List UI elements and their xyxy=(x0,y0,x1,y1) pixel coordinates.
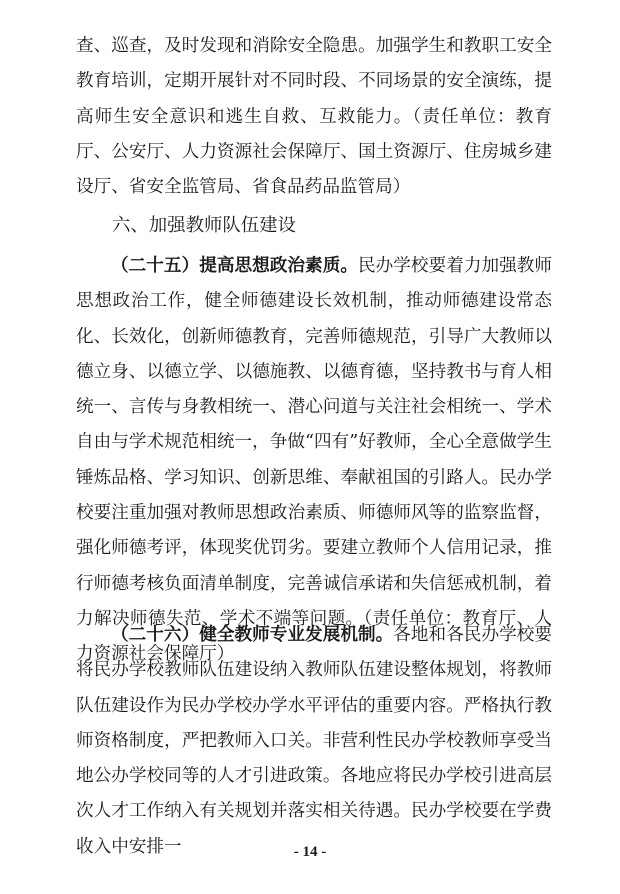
paragraph-item-25 xyxy=(76,248,552,673)
item-25-title: （二十五）提高思想政治素质。 xyxy=(111,255,358,276)
item-26-title: （二十六）健全教师专业发展机制。 xyxy=(111,624,394,645)
item-26-body: 各地和各民办学校要将民办学校教师队伍建设纳入教师队伍建设整体规划，将教师队伍建设作为民办学校办学水平评估的重要内容。严格执行教师资格制度，严把教师入口关。非营利性民办学校教师享受当地公办学校同等的人才引进政策。各地应将民办学校引进高层次人才工作纳入有关规划并落实相关待遇。民办学校要在学费收入中安排一 xyxy=(76,625,552,857)
paragraph-item-26 xyxy=(76,617,552,865)
item-25-body: 民办学校要着力加强教师思想政治工作，健全师德建设长效机制，推动师德建设常态化、长效化，创新师德教育，完善师德规范，引导广大教师以德立身、以德立学、以德施教、以德育德，坚持教书与育人相统一、言传与身教相统一、潜心问道与关注社会相统一、学术自由与学术规范相统一，争做“四有”好教师，全心全意做学生锤炼品格、学习知识、创新思维、奉献祖国的引路人。民办学校要注重加强对教师思想政治素质、师德师风等的监察监督，强化师德考评，体现奖优罚劣。要建立教师个人信用记录，推行师德考核负面清单制度，完善诚信承诺和失信惩戒机制，着力解决师德失范、学术不端等问题。（责任单位：教育厅、人力资源社会保障厅） xyxy=(76,256,552,665)
page-number: - 14 - xyxy=(293,844,327,860)
continued-paragraph: 查、巡查，及时发现和消除安全隐患。加强学生和教职工安全教育培训，定期开展针对不同时段、不同场景的安全演练，提高师生安全意识和逃生自救、互救能力。（责任单位：教育厅、公安厅、人力资源社会保障厅、国土资源厅、住房城乡建设厅、省安全监管局、省食品药品监管局） xyxy=(76,36,552,198)
section-heading: 六、加强教师队伍建设 xyxy=(112,215,296,236)
